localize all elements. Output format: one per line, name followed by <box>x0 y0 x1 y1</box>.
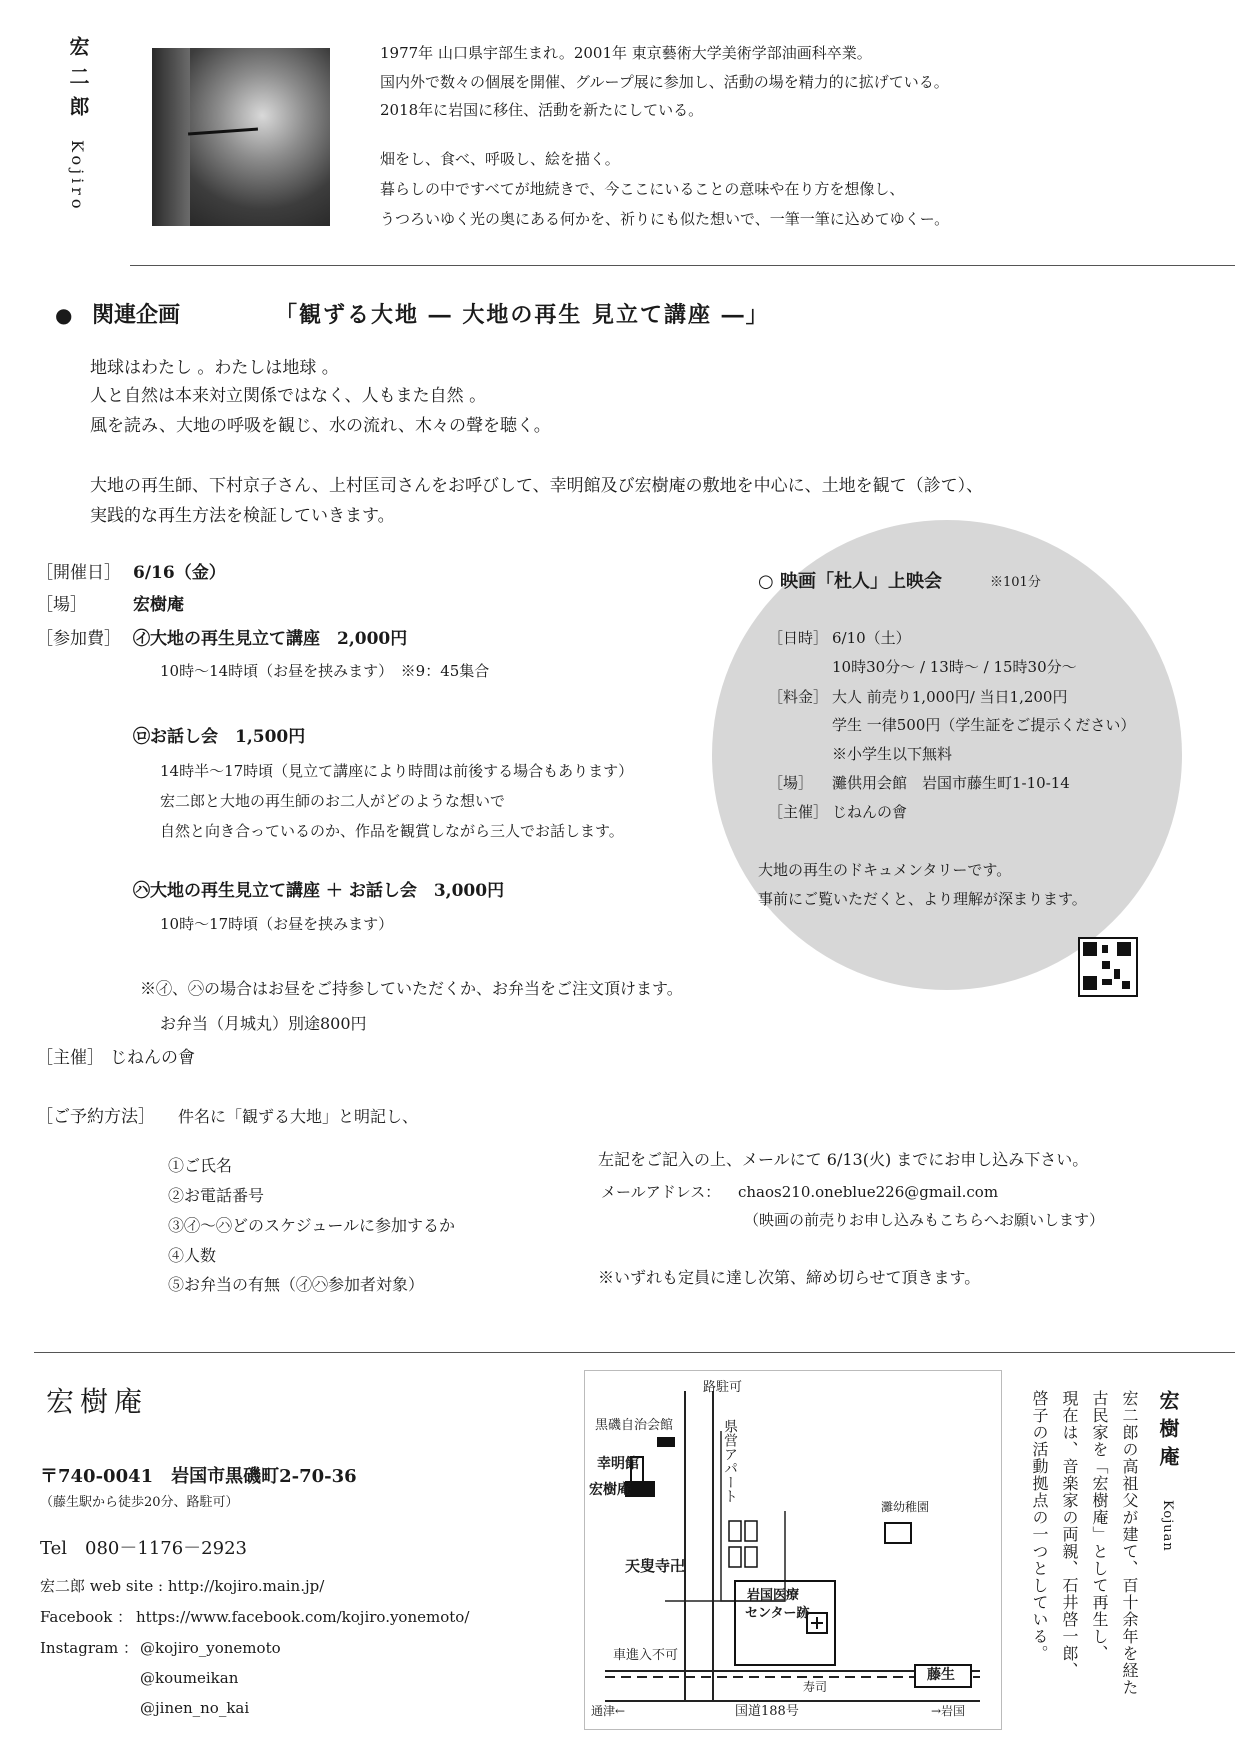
mail-link[interactable]: chaos210.oneblue226@gmail.com <box>738 1183 999 1201</box>
lunch-note-2: お弁当（月城丸）別途800円 <box>160 1014 367 1033</box>
movie-date-value: 6/10（土） <box>832 629 911 647</box>
map-label-kotobuki: 寿司 <box>803 1680 828 1694</box>
qr-module <box>1102 979 1112 985</box>
mail-label: メールアドレス： <box>601 1183 721 1201</box>
access-map[interactable] <box>584 1370 1002 1730</box>
movie-duration: ※101分 <box>990 575 1041 590</box>
map-apartment-marker-3 <box>729 1547 741 1567</box>
map-label-parking: 路駐可 <box>703 1380 743 1395</box>
map-label-medical-1: 岩国医療 <box>747 1588 800 1603</box>
lunch-note-1: ※㋑、㋩の場合はお昼をご持参していただくか、お弁当をご注文頂けます。 <box>140 979 683 998</box>
instagram-label: Instagram ： <box>40 1639 138 1657</box>
fee-label: ［参加費］ <box>36 629 121 649</box>
event-heading: 関連企画 <box>92 302 181 328</box>
fee-c-title: ㋩大地の再生見立て講座 ＋ お話し会 3,000円 <box>133 881 505 901</box>
movie-title: ○ 映画「杜人」上映会 <box>758 571 942 592</box>
map-label-kojuan: 宏樹庵 <box>589 1482 631 1498</box>
map-apartment-marker-4 <box>745 1547 757 1567</box>
fee-c-time: 10時～17時頃（お昼を挟みます） <box>160 915 394 933</box>
fee-a-title: ㋑大地の再生見立て講座 2,000円 <box>133 629 408 649</box>
send-note: 左記をご記入の上、メールにて 6/13(火) までにお申し込み下さい。 <box>598 1150 1089 1169</box>
map-label-kindergarten: 灘幼稚園 <box>881 1500 930 1514</box>
movie-desc-1: 大地の再生のドキュメンタリーです。 <box>758 861 1012 879</box>
place-value: 宏樹庵 <box>133 595 184 615</box>
kojuan-text-2: 古民家を「宏樹庵」として再生し、 <box>1090 1390 1109 1662</box>
kojuan-text-4: 啓子の活動拠点の一つとしている。 <box>1030 1390 1049 1662</box>
host-value: じねんの會 <box>110 1048 195 1068</box>
intro-line-1: 地球はわたし 。わたしは地球 。 <box>90 358 339 378</box>
fee-a-time: 10時～14時頃（お昼を挟みます） ※9：45集合 <box>160 662 490 680</box>
qr-module <box>1102 961 1110 969</box>
movie-fee-child: ※小学生以下無料 <box>832 745 953 763</box>
bio-line-6: うつろいゆく光の奥にある何かを、祈りにも似た想いで、一筆一筆に込めてゆくー。 <box>380 210 950 228</box>
qr-finder-bottom-left <box>1083 976 1097 990</box>
map-label-route: 国道188号 <box>735 1704 799 1719</box>
fee-b-desc-2: 自然と向き合っているのか、作品を観賞しながら三人でお話します。 <box>160 822 624 840</box>
fee-b-title: ㋺お話し会 1,500円 <box>133 727 306 747</box>
qr-finder-top-right <box>1117 942 1131 956</box>
movie-fee-label: ［料金］ <box>768 688 829 706</box>
qr-module <box>1122 981 1130 989</box>
reservation-item-2: ②お電話番号 <box>168 1186 265 1205</box>
artist-name-vertical: 宏二郎 <box>66 36 90 126</box>
facebook-link[interactable]: https://www.facebook.com/kojiro.yonemoto/ <box>136 1608 470 1626</box>
kojuan-roman: Kojuan <box>1160 1500 1175 1552</box>
reservation-item-1: ①ご氏名 <box>168 1156 233 1175</box>
instagram-link-2[interactable]: @koumeikan <box>140 1669 239 1687</box>
venue-name: 宏樹庵 <box>46 1385 149 1418</box>
kojuan-title: 宏樹庵 <box>1156 1390 1180 1474</box>
venue-access: （藤生駅から徒歩20分、路駐可） <box>40 1495 239 1510</box>
instagram-link-3[interactable]: @jinen_no_kai <box>140 1699 250 1717</box>
facebook-label: Facebook ： <box>40 1608 133 1626</box>
movie-fee-student: 学生 一律500円（学生証をご提示ください） <box>832 716 1136 734</box>
bio-line-3: 2018年に岩国に移住、活動を新たにしている。 <box>380 101 704 119</box>
artist-name-roman: Kojiro <box>68 140 87 213</box>
fee-b-desc-1: 宏二郎と大地の再生師のお二人がどのような想いで <box>160 792 506 810</box>
map-label-west: 通津← <box>591 1704 626 1718</box>
map-label-koumeikan: 幸明館 <box>597 1456 639 1472</box>
map-label-apartment: 県営アパート <box>722 1419 738 1503</box>
heading-bullet: ● <box>55 303 73 327</box>
movie-date-label: ［日時］ <box>768 629 829 647</box>
place-label: ［場］ <box>36 595 87 615</box>
mail-note: （映画の前売りお申し込みもこちらへお願いします） <box>744 1211 1105 1229</box>
venue-address: 〒740-0041 岩国市黒磯町2-70-36 <box>40 1466 357 1487</box>
map-apartment-marker-2 <box>745 1521 757 1541</box>
qr-module <box>1114 969 1120 979</box>
kojuan-text-1: 宏二郎の高祖父が建て、百十余年を経た <box>1120 1390 1139 1696</box>
fee-b-time: 14時半～17時頃（見立て講座により時間は前後する場合もあります） <box>160 762 634 780</box>
map-label-fujiu: 藤生 <box>927 1667 955 1683</box>
bio-line-5: 暮らしの中ですべてが地続きで、今ここにいることの意味や在り方を想像し、 <box>380 180 905 198</box>
kojuan-text-3: 現在は、音楽家の両親、石井啓一郎、 <box>1060 1390 1079 1679</box>
host-label: ［主催］ <box>36 1048 104 1068</box>
movie-host-value: じねんの會 <box>832 803 908 821</box>
map-label-community-hall: 黒磯自治会館 <box>595 1418 674 1433</box>
intro-line-5: 実践的な再生方法を検証していきます。 <box>90 506 395 526</box>
map-label-medical-2: センター跡 <box>745 1606 810 1621</box>
event-title: 「観ずる大地 ― 大地の再生 見立て講座 ―」 <box>275 302 770 328</box>
qr-finder-top-left <box>1083 942 1097 956</box>
date-value: 6/16（金） <box>133 563 226 583</box>
movie-desc-2: 事前にご覧いただくと、より理解が深まります。 <box>758 890 1087 908</box>
bio-line-1: 1977年 山口県宇部生まれ。2001年 東京藝術大学美術学部油画科卒業。 <box>380 44 872 62</box>
bio-line-4: 畑をし、食べ、呼吸し、絵を描く。 <box>380 150 620 168</box>
reservation-item-5: ⑤お弁当の有無（㋑㋩参加者対象） <box>168 1275 425 1294</box>
brush-shape <box>188 128 258 136</box>
movie-place-label: ［場］ <box>768 774 814 792</box>
map-label-temple: 天叟寺卍 <box>625 1557 686 1575</box>
map-community-hall-marker <box>657 1437 675 1447</box>
divider-top <box>130 265 1235 266</box>
reservation-item-3: ③㋑～㋩どのスケジュールに参加するか <box>168 1216 456 1235</box>
website-link[interactable]: 宏二郎 web site : http://kojiro.main.jp/ <box>40 1577 325 1595</box>
intro-line-3: 風を読み、大地の呼吸を観じ、水の流れ、木々の聲を聴く。 <box>90 416 551 436</box>
deadline-note: ※いずれも定員に達し次第、締め切らせて頂きます。 <box>598 1268 981 1287</box>
instagram-link-1[interactable]: @kojiro_yonemoto <box>140 1639 281 1657</box>
map-apartment-marker-1 <box>729 1521 741 1541</box>
reservation-label: ［ご予約方法］ <box>36 1107 155 1127</box>
map-kindergarten-marker <box>885 1523 911 1543</box>
artist-photo <box>152 48 330 226</box>
movie-place-value: 灘供用会館 岩国市藤生町1-10-14 <box>832 774 1070 792</box>
movie-times: 10時30分～ / 13時～ / 15時30分～ <box>832 658 1077 676</box>
painting-canvas-shape <box>152 48 190 226</box>
map-label-east: →岩国 <box>931 1704 966 1718</box>
reservation-lead: 件名に「観ずる大地」と明記し、 <box>178 1107 419 1126</box>
qr-module <box>1102 945 1108 953</box>
divider-bottom <box>34 1352 1235 1353</box>
map-label-no-entry: 車進入不可 <box>613 1648 679 1663</box>
intro-line-4: 大地の再生師、下村京子さん、上村匡司さんをお呼びして、幸明館及び宏樹庵の敷地を中心に、土地を観て（診て）、 <box>90 476 984 496</box>
venue-tel[interactable]: Tel 080－1176－2923 <box>40 1538 247 1559</box>
date-label: ［開催日］ <box>36 563 121 583</box>
movie-host-label: ［主催］ <box>768 803 829 821</box>
reservation-item-4: ④人数 <box>168 1246 217 1265</box>
qr-code[interactable] <box>1078 937 1138 997</box>
intro-line-2: 人と自然は本来対立関係ではなく、人もまた自然 。 <box>90 386 487 406</box>
movie-fee-adult: 大人 前売り1,000円/ 当日1,200円 <box>832 688 1068 706</box>
bio-line-2: 国内外で数々の個展を開催、グループ展に参加し、活動の場を精力的に拡げている。 <box>380 73 949 91</box>
